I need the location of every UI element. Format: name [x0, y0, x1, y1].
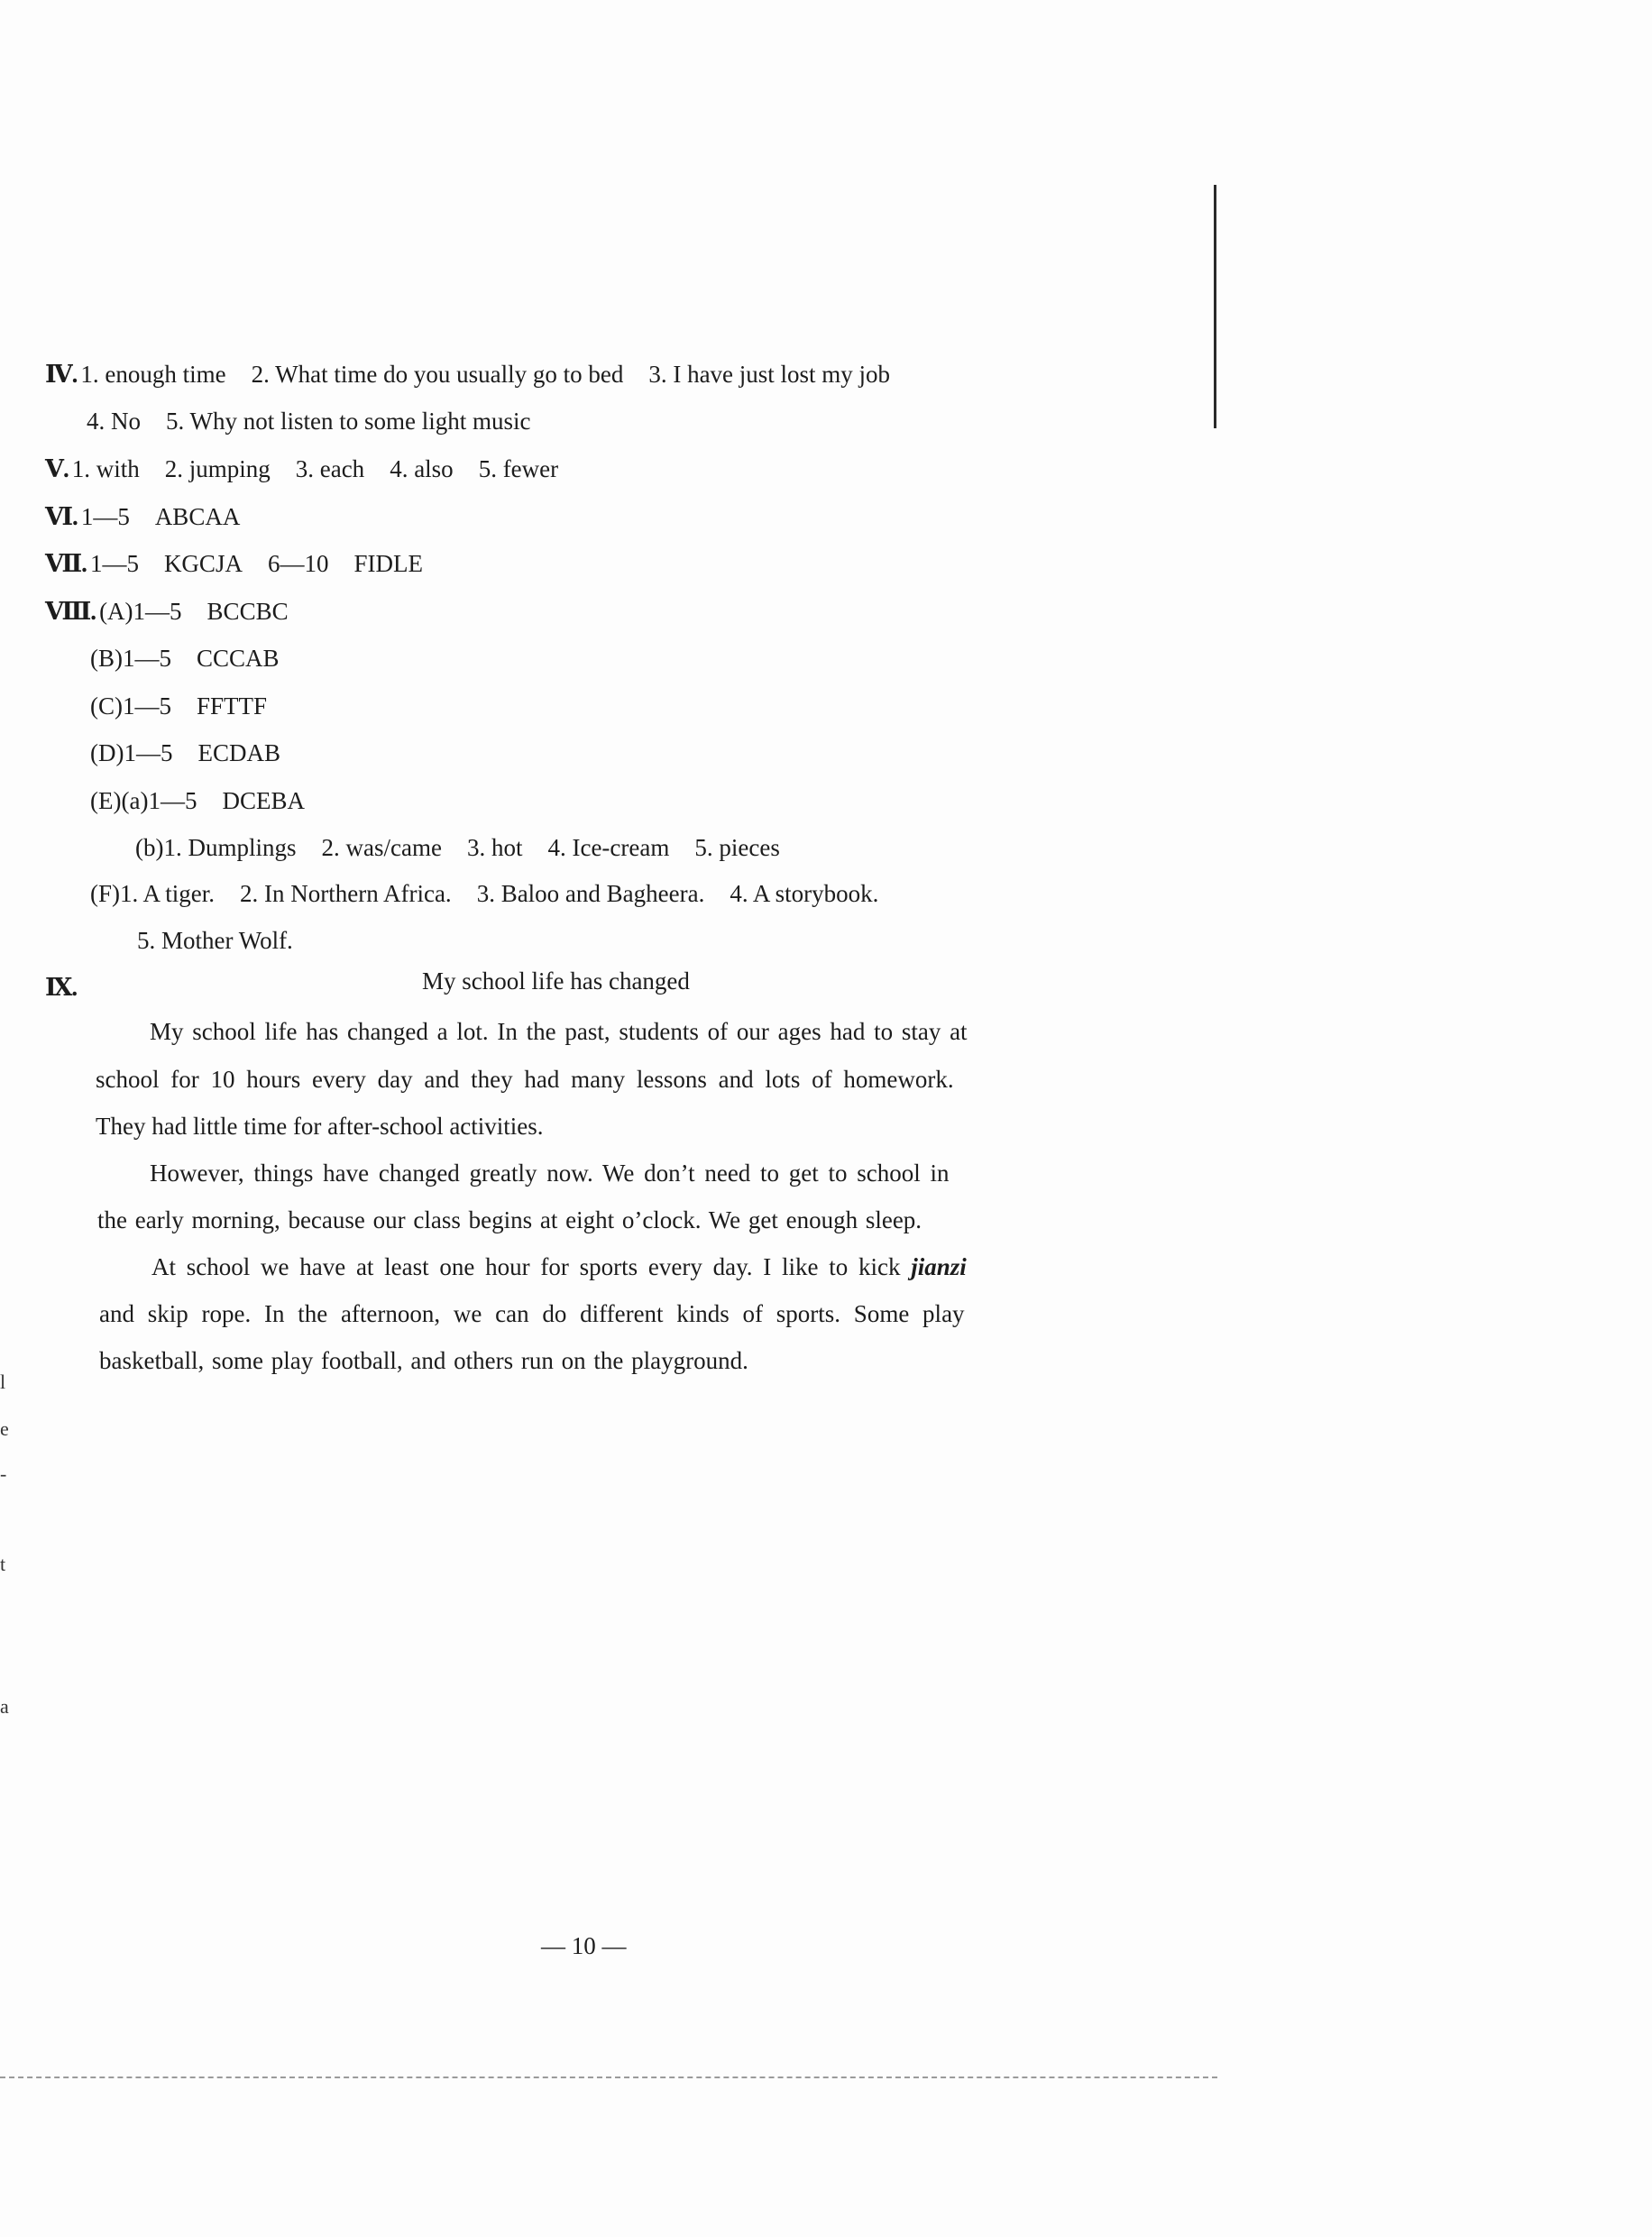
answer-letters: BCCBC	[206, 598, 289, 625]
answer-range: 1—5	[89, 550, 139, 577]
answer-item: (F)1. A tiger.	[90, 880, 216, 907]
section-iv-numeral: Ⅳ.	[45, 361, 78, 388]
essay-line: and skip rope. In the afternoon, we can do different kinds of sports. Some play	[99, 1300, 965, 1327]
answer-letters: ECDAB	[197, 739, 280, 766]
section-viii-line-e-a	[90, 785, 305, 816]
section-viii-line-f-2	[137, 925, 293, 956]
section-viii-line-c	[90, 691, 267, 721]
scan-edge-line	[1214, 185, 1216, 428]
margin-char: t	[0, 1553, 6, 1575]
answer-range: (B)1—5	[90, 645, 171, 672]
answer-item: 1. enough time	[80, 361, 226, 388]
bottom-scan-rule	[0, 2077, 1217, 2078]
answer-item: 2. In Northern Africa.	[240, 880, 452, 907]
italic-word: jianzi	[911, 1253, 967, 1280]
section-vi-numeral: Ⅵ.	[45, 503, 78, 530]
section-viii-numeral: Ⅷ.	[45, 598, 96, 625]
answer-item: 4. also	[390, 455, 454, 482]
answer-item: (b)1. Dumplings	[135, 834, 297, 861]
essay-line	[151, 1251, 967, 1282]
answer-letters: FFTTF	[197, 692, 268, 720]
section-viii-line-f-1	[90, 878, 878, 909]
answer-item: 2. What time do you usually go to bed	[251, 361, 624, 388]
answer-item: 2. jumping	[164, 455, 271, 482]
essay-line: the early morning, because our class begins at eight o’clock. We get enough sleep.	[97, 1206, 922, 1233]
section-v-numeral: Ⅴ.	[45, 455, 69, 482]
answer-letters: CCCAB	[197, 645, 280, 672]
answer-item: 4. No	[87, 408, 141, 435]
page-number: — 10 —	[541, 1932, 627, 1959]
section-vi-line	[45, 501, 240, 532]
answer-item: 2. was/came	[321, 834, 442, 861]
answer-range: (C)1—5	[90, 692, 171, 720]
answer-letters: KGCJA	[163, 550, 243, 577]
answer-item: 3. each	[295, 455, 365, 482]
essay-line: basketball, some play football, and others run on the playground.	[99, 1347, 748, 1374]
answer-item: 4. Ice-cream	[547, 834, 670, 861]
section-ix-numeral: Ⅸ.	[45, 974, 78, 1001]
margin-char: e	[0, 1417, 9, 1440]
answer-range: 1—5	[80, 503, 130, 530]
answer-item: 3. hot	[466, 834, 523, 861]
answer-letters: FIDLE	[353, 550, 423, 577]
section-vii-numeral: Ⅶ.	[45, 550, 87, 577]
essay-title: My school life has changed	[422, 967, 690, 995]
section-iv-line-2	[87, 406, 531, 436]
essay-line-text: At school we have at least one hour for sports every day. I like to kick	[151, 1253, 901, 1280]
essay-line: However, things have changed greatly now. We don’t need to get to school in	[150, 1160, 950, 1187]
essay-line: They had little time for after-school activities.	[96, 1113, 544, 1140]
section-viii-line-d	[90, 738, 280, 768]
answer-letters: ABCAA	[154, 503, 241, 530]
section-v-line	[45, 454, 558, 484]
answer-item: 5. Mother Wolf.	[137, 927, 293, 954]
answer-range: (A)1—5	[99, 598, 182, 625]
answer-item: 3. I have just lost my job	[648, 361, 891, 388]
answer-letters: DCEBA	[222, 787, 305, 814]
answer-item: 5. pieces	[694, 834, 780, 861]
section-viii-line-e-b	[135, 832, 780, 863]
answer-item: 1. with	[71, 455, 140, 482]
section-viii-line-b	[90, 643, 280, 674]
answer-range: (D)1—5	[90, 739, 173, 766]
answer-item: 3. Baloo and Bagheera.	[476, 880, 705, 907]
essay-line: school for 10 hours every day and they had many lessons and lots of homework.	[96, 1066, 954, 1093]
section-iv-line-1	[45, 359, 890, 390]
section-vii-line	[45, 548, 423, 579]
margin-char: -	[0, 1462, 7, 1485]
margin-char: a	[0, 1695, 9, 1718]
answer-item: 4. A storybook.	[730, 880, 879, 907]
answer-item: 5. Why not listen to some light music	[166, 408, 531, 435]
answer-item: 5. fewer	[478, 455, 559, 482]
margin-char: l	[0, 1371, 6, 1393]
essay-line: My school life has changed a lot. In the past, students of our ages had to stay at	[150, 1018, 968, 1045]
section-ix-numeral-line	[45, 972, 77, 1003]
answer-range: 6—10	[267, 550, 329, 577]
section-viii-line-a	[45, 596, 289, 627]
answer-range: (E)(a)1—5	[90, 787, 197, 814]
